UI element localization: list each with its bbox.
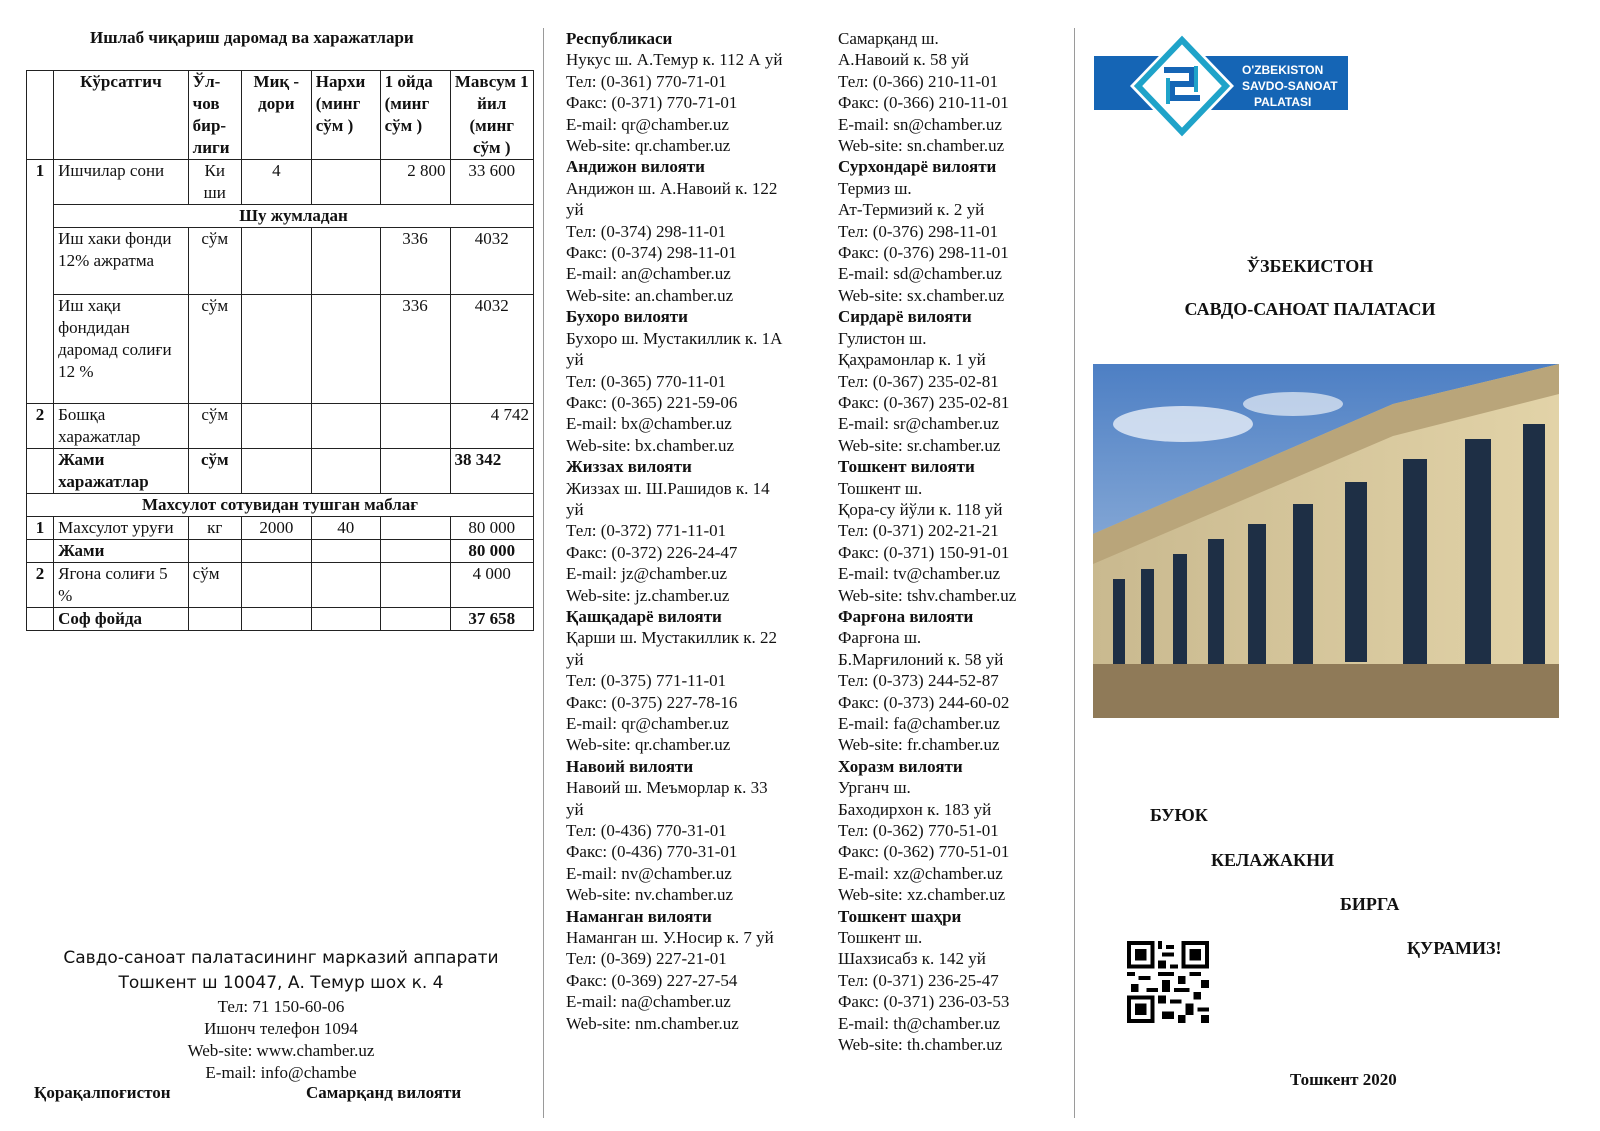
table-cell: Ки ши [188, 160, 241, 205]
contact-line: Web-site: sr.chamber.uz [838, 435, 1001, 455]
table-cell [380, 517, 450, 540]
contact-line: Тел: (0-372) 771-11-01 [566, 521, 727, 541]
table-cell: Иш хаки фонди 12% ажратма [54, 228, 189, 295]
contact-line: Гулистон ш. [838, 328, 927, 348]
table-cell: 2 800 [380, 160, 450, 205]
table-cell [311, 608, 380, 631]
slogan-word: БИРГА [1340, 894, 1400, 914]
table-row [27, 404, 534, 449]
table-header-row [27, 71, 534, 160]
table-cell [380, 540, 450, 563]
table-row [27, 517, 534, 540]
contact-line: Бухоро ш. Мустакиллик к. 1А [566, 328, 783, 348]
table-cell [380, 563, 450, 608]
header-cell: Нархи (минг сўм ) [311, 71, 380, 160]
contact-line: Ат-Термизий к. 2 уй [838, 200, 985, 220]
central-line: E-mail: info@chambe [205, 1063, 357, 1082]
table-cell: кг [188, 517, 241, 540]
contact-line: E-mail: fa@chamber.uz [838, 714, 1000, 733]
header-cell: 1 ойда (минг сўм ) [380, 71, 450, 160]
central-office-email [26, 1063, 536, 1083]
contact-line: Факс: (0-371) 236-03-53 [838, 992, 1010, 1012]
contact-line: Web-site: an.chamber.uz [566, 285, 734, 305]
contact-line: Навоий ш. Меъморлар к. 33 [566, 778, 768, 798]
table-cell: 80 000 [450, 517, 534, 540]
contact-line: Қаҳрамонлар к. 1 уй [838, 350, 986, 370]
contact-line: Факс: (0-369) 227-27-54 [566, 970, 738, 990]
central-line: Савдо-саноат палатасининг марказий аппарати [63, 948, 499, 968]
contact-line: Тел: (0-373) 244-52-87 [838, 671, 999, 691]
table-row [27, 160, 534, 205]
contact-line: Факс: (0-367) 235-02-81 [838, 392, 1010, 412]
table-cell [241, 295, 311, 404]
contact-line: Урганч ш. [838, 778, 911, 798]
table-cell: Жами харажатлар [54, 449, 189, 494]
contact-line: Қора-су йўли к. 118 уй [838, 499, 1003, 519]
table-cell: 80 000 [450, 540, 534, 563]
contact-line: Web-site: qr.chamber.uz [566, 136, 731, 156]
contact-line: Тел: (0-371) 236-25-47 [838, 970, 999, 990]
table-cell [380, 608, 450, 631]
contact-line: Тел: (0-375) 771-11-01 [566, 671, 727, 691]
contact-line: Факс: (0-365) 221-59-06 [566, 392, 738, 412]
contacts-column-2 [838, 28, 1016, 1056]
contact-line: Факс: (0-373) 244-60-02 [838, 692, 1010, 712]
contact-line: А.Навоий к. 58 уй [838, 50, 969, 70]
fold-divider [543, 28, 544, 1118]
contact-line: Тел: (0-362) 770-51-01 [838, 821, 999, 841]
table-cell: 336 [380, 228, 450, 295]
header-cell: Миқ - дори [241, 71, 311, 160]
contact-line: Тошкент ш. [838, 478, 923, 498]
table-cell: сўм [188, 563, 241, 608]
table-cell: 336 [380, 295, 450, 404]
title-organization: САВДО-САНОАТ ПАЛАТАСИ [1184, 299, 1436, 319]
contact-line: Андижон ш. А.Навоий к. 122 [566, 178, 778, 198]
contact-line: E-mail: qr@chamber.uz [566, 714, 729, 733]
table-cell [380, 404, 450, 449]
table-cell: 37 658 [450, 608, 534, 631]
contact-line: E-mail: sr@chamber.uz [838, 414, 1000, 434]
contact-line: E-mail: an@chamber.uz [566, 264, 731, 284]
region-heading: Сурхондарё вилояти [838, 157, 997, 177]
table-cell: 4 742 [450, 404, 534, 449]
contact-line: Web-site: sx.chamber.uz [838, 285, 1005, 305]
contact-line: уй [566, 200, 584, 220]
region-heading: Бухоро вилояти [566, 307, 688, 327]
contact-line: уй [566, 649, 584, 669]
table-cell [311, 295, 380, 404]
table-cell: 4032 [450, 295, 534, 404]
region-heading: Тошкент шаҳри [838, 906, 962, 926]
central-office-phone [26, 997, 536, 1017]
contact-line: E-mail: sn@chamber.uz [838, 114, 1002, 134]
header-cell: Кўрсатгич [54, 71, 189, 160]
contact-line: Тел: (0-361) 770-71-01 [566, 71, 727, 91]
contact-line: Тел: (0-374) 298-11-01 [566, 221, 727, 241]
fold-divider [1074, 28, 1075, 1118]
contact-line: E-mail: jz@chamber.uz [566, 564, 728, 584]
header-cell: Ўл-чов бир-лиги [188, 71, 241, 160]
table-cell: 4 [241, 160, 311, 205]
contact-line: Факс: (0-371) 770-71-01 [566, 93, 738, 113]
table-cell: Ишчилар сони [54, 160, 189, 205]
region-heading: Фарғона вилояти [838, 606, 974, 626]
table-cell: 4032 [450, 228, 534, 295]
ground [1093, 664, 1559, 718]
contact-line: Самарқанд ш. [838, 29, 939, 48]
table-subheader-row [27, 494, 534, 517]
contact-line: Жиззах ш. Ш.Рашидов к. 14 [566, 478, 770, 498]
contact-line: E-mail: th@chamber.uz [838, 1013, 1000, 1033]
central-line: Тошкент ш 10047, А. Темур шох к. 4 [118, 973, 444, 993]
region-heading: Хоразм вилояти [838, 756, 963, 776]
contact-line: Факс: (0-366) 210-11-01 [838, 93, 1009, 113]
contact-line: Тел: (0-436) 770-31-01 [566, 821, 727, 841]
contacts-column-1 [566, 28, 783, 1034]
region-heading: Самарқанд вилояти [306, 1083, 462, 1102]
contact-line: Қарши ш. Мустакиллик к. 22 [566, 628, 778, 648]
contact-line: Web-site: sn.chamber.uz [838, 136, 1005, 156]
subheader: Шу жумладан [54, 205, 534, 228]
table-title: Ишлаб чиқариш даромад ва харажатлари [90, 28, 414, 47]
contact-line: E-mail: nv@chamber.uz [566, 863, 732, 883]
table-cell: Жами [54, 540, 189, 563]
logo-text: SAVDO-SANOAT [1242, 79, 1338, 93]
contact-line: E-mail: na@chamber.uz [566, 992, 731, 1012]
contact-line: Тел: (0-376) 298-11-01 [838, 221, 999, 241]
central-office-address [26, 973, 536, 993]
table-cell [311, 228, 380, 295]
table-cell: Махсулот уруғи [54, 517, 189, 540]
contact-line: Факс: (0-362) 770-51-01 [838, 842, 1010, 862]
table-cell [311, 449, 380, 494]
central-line: Тел: 71 150-60-06 [217, 997, 345, 1016]
central-office-name [26, 948, 536, 968]
contact-line: Факс: (0-436) 770-31-01 [566, 842, 738, 862]
table-row [27, 563, 534, 608]
central-line: Ишонч телефон 1094 [204, 1019, 358, 1038]
table-cell: 2000 [241, 517, 311, 540]
region-heading: Қорақалпоғистон [34, 1083, 171, 1102]
table-cell [188, 608, 241, 631]
table-cell [311, 160, 380, 205]
contact-line: Web-site: qr.chamber.uz [566, 735, 731, 755]
contact-line: уй [566, 799, 584, 819]
contact-line: Web-site: th.chamber.uz [838, 1035, 1003, 1055]
table-row [27, 540, 534, 563]
logo-text: O'ZBEKISTON [1242, 63, 1324, 77]
region-heading: Сирдарё вилояти [838, 307, 972, 327]
title-country: ЎЗБЕКИСТОН [1246, 256, 1374, 276]
table-subheader-row [27, 205, 534, 228]
contact-line: Web-site: bx.chamber.uz [566, 435, 735, 455]
table-cell: сўм [188, 404, 241, 449]
table-cell: 38 342 [450, 449, 534, 494]
table-cell [311, 404, 380, 449]
header-cell: Мавсум 1 йил (минг сўм ) [450, 71, 534, 160]
contact-line: Web-site: jz.chamber.uz [566, 585, 730, 605]
table-row [27, 228, 534, 295]
contact-line: Наманган ш. У.Носир к. 7 уй [566, 928, 774, 948]
region-heading: Қашқадарё вилояти [566, 606, 722, 626]
row-number: 2 [27, 404, 54, 449]
region-heading: Наманган вилояти [566, 906, 712, 926]
logo-text: PALATASI [1254, 95, 1312, 109]
table-cell [241, 404, 311, 449]
contact-line: E-mail: bx@chamber.uz [566, 414, 732, 434]
contact-line: Web-site: xz.chamber.uz [838, 885, 1006, 905]
contact-line: Факс: (0-374) 298-11-01 [566, 243, 737, 263]
building-photo [1093, 364, 1559, 718]
central-line: Web-site: www.chamber.uz [187, 1041, 375, 1060]
contact-line: Баходирхон к. 183 уй [838, 799, 992, 819]
subheader: Махсулот сотувидан тушган маблағ [27, 494, 534, 517]
contact-line: Web-site: tshv.chamber.uz [838, 585, 1017, 605]
contact-line: Шахзисабз к. 142 уй [838, 949, 986, 969]
contact-line: Б.Марғилоний к. 58 уй [838, 649, 1004, 669]
contact-line: Web-site: fr.chamber.uz [838, 735, 1000, 755]
contact-line: Факс: (0-376) 298-11-01 [838, 243, 1009, 263]
contact-line: Факс: (0-375) 227-78-16 [566, 692, 738, 712]
table-cell: Соф фойда [54, 608, 189, 631]
chamber-logo [1094, 30, 1348, 142]
contact-line: Тел: (0-369) 227-21-01 [566, 949, 727, 969]
table-cell: Иш хақи фондидан даромад солиғи 12 % [54, 295, 189, 404]
qr-code-icon [1127, 941, 1209, 1023]
contact-line: Web-site: nm.chamber.uz [566, 1013, 739, 1033]
contact-line: Факс: (0-372) 226-24-47 [566, 542, 738, 562]
table-cell: сўм [188, 295, 241, 404]
contact-line: Тел: (0-371) 202-21-21 [838, 521, 999, 541]
region-heading: Жиззах вилояти [566, 457, 692, 477]
contact-line: уй [566, 350, 584, 370]
contact-line: Тел: (0-365) 770-11-01 [566, 371, 727, 391]
contact-line: Фарғона ш. [838, 628, 922, 648]
central-office-website [26, 1041, 536, 1061]
table-cell: 40 [311, 517, 380, 540]
row-number: 1 [27, 517, 54, 540]
table-cell [241, 608, 311, 631]
table-cell [241, 540, 311, 563]
cost-table [26, 70, 534, 631]
table-cell: 4 000 [450, 563, 534, 608]
table-cell [311, 540, 380, 563]
table-cell: Бошқа харажатлар [54, 404, 189, 449]
central-office-hotline [26, 1019, 536, 1039]
contact-line: Web-site: nv.chamber.uz [566, 885, 733, 905]
table-row [27, 295, 534, 404]
table-cell [188, 540, 241, 563]
contact-line: Факс: (0-371) 150-91-01 [838, 542, 1010, 562]
region-heading: Республикаси [566, 29, 673, 48]
row-number: 1 [27, 160, 54, 404]
region-heading: Тошкент вилояти [838, 457, 975, 477]
contact-line: Тел: (0-367) 235-02-81 [838, 371, 999, 391]
footer-city-year: Тошкент 2020 [1290, 1070, 1397, 1089]
table-cell: сўм [188, 449, 241, 494]
contact-line: E-mail: xz@chamber.uz [838, 863, 1003, 883]
contact-line: Тошкент ш. [838, 928, 923, 948]
row-number: 2 [27, 563, 54, 608]
table-row [27, 449, 534, 494]
contact-line: Нукус ш. А.Темур к. 112 А уй [566, 50, 783, 70]
table-cell [241, 563, 311, 608]
cloud [1113, 406, 1253, 442]
table-cell [241, 449, 311, 494]
table-cell: сўм [188, 228, 241, 295]
region-heading: Навоий вилояти [566, 756, 694, 776]
slogan-word: КЕЛАЖАКНИ [1211, 850, 1335, 870]
contact-line: E-mail: qr@chamber.uz [566, 114, 729, 134]
table-cell: 33 600 [450, 160, 534, 205]
contact-line: Термиз ш. [838, 178, 912, 198]
contact-line: E-mail: tv@chamber.uz [838, 564, 1000, 584]
table-row [27, 608, 534, 631]
table-cell [311, 563, 380, 608]
contact-line: E-mail: sd@chamber.uz [838, 264, 1002, 284]
region-heading: Андижон вилояти [566, 157, 705, 177]
slogan-word: БУЮК [1150, 805, 1208, 825]
contact-line: Тел: (0-366) 210-11-01 [838, 71, 999, 91]
slogan-word: ҚУРАМИЗ! [1407, 938, 1502, 958]
contact-line: уй [566, 499, 584, 519]
table-cell: Ягона солиғи 5 % [54, 563, 189, 608]
table-cell [241, 228, 311, 295]
cloud [1243, 392, 1343, 416]
table-cell [380, 449, 450, 494]
